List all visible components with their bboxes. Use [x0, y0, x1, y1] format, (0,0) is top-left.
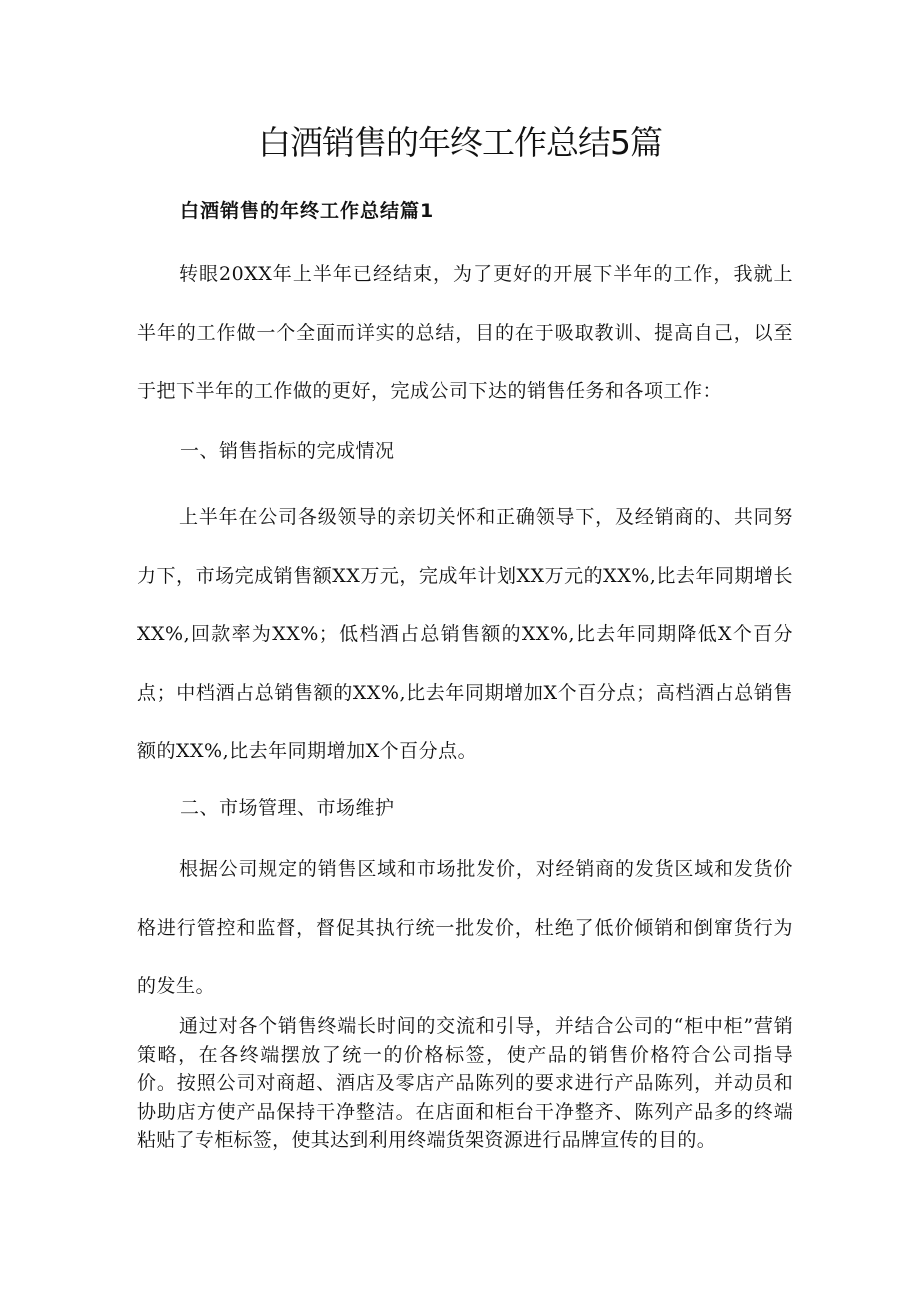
document-subtitle: 白酒销售的年终工作总结篇1	[180, 200, 435, 222]
sales-targets-paragraph: 上半年在公司各级领导的亲切关怀和正确领导下，及经销商的、共同努力下，市场完成销售额XX万元，完成年计划XX万元的XX%,比去年同期增长XX%,回款率为XX%；低档酒占总销售额的XX%,比去年同期降低X个百分点；中档酒占总销售额的XX%,比去年同期增加X个百分点；高档酒占总销售额的XX%,比去年同期增加X个百分点。	[137, 506, 793, 762]
section-heading-market-management: 二、市场管理、市场维护	[180, 797, 395, 819]
section-heading-sales-targets: 一、销售指标的完成情况	[180, 440, 395, 462]
document-title: 白酒销售的年终工作总结5篇	[258, 123, 662, 162]
terminal-display-paragraph: 通过对各个销售终端长时间的交流和引导，并结合公司的“柜中柜”营销策略，在各终端摆放了统一的价格标签，使产品的销售价格符合公司指导价。按照公司对商超、酒店及零店产品陈列的要求进行产品陈列，并动员和协助店方使产品保持干净整洁。在店面和柜台干净整齐、陈列产品多的终端粘贴了专柜标签，使其达到利用终端货架资源进行品牌宣传的目的。	[137, 1015, 793, 1151]
intro-paragraph: 转眼20XX年上半年已经结束，为了更好的开展下半年的工作，我就上半年的工作做一个全面而详实的总结，目的在于吸取教训、提高自己，以至于把下半年的工作做的更好，完成公司下达的销售任务和各项工作：	[137, 263, 793, 402]
market-management-paragraph: 根据公司规定的销售区域和市场批发价，对经销商的发货区域和发货价格进行管控和监督，督促其执行统一批发价，杜绝了低价倾销和倒窜货行为的发生。	[137, 858, 793, 997]
